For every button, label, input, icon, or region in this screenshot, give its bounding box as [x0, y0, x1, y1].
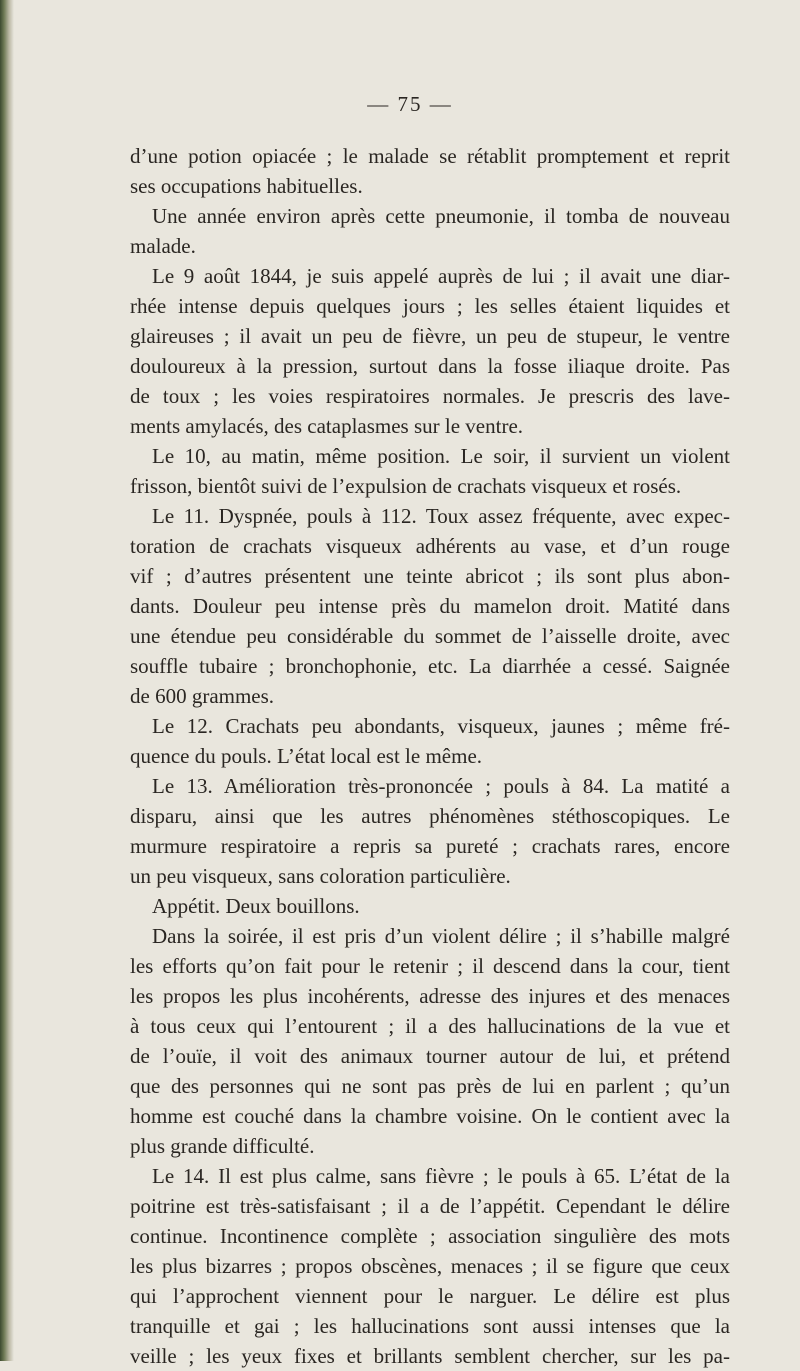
- text-line: homme est couché dans la chambre voisine. On le contient avec la: [130, 1104, 730, 1128]
- text-line: disparu, ainsi que les autres phénomènes stéthoscopiques. Le: [130, 804, 730, 828]
- text-line: d’une potion opiacée ; le malade se rétablit promptement et reprit: [130, 144, 730, 168]
- text-line: souffle tubaire ; bronchophonie, etc. La diarrhée a cessé. Saignée: [130, 654, 730, 678]
- text-line: Le 13. Amélioration très-prononcée ; pouls à 84. La matité a: [152, 774, 730, 798]
- text-line: Le 11. Dyspnée, pouls à 112. Toux assez fréquente, avec expec-: [152, 504, 730, 528]
- text-line: qui l’approchent viennent pour le narguer. Le délire est plus: [130, 1284, 730, 1308]
- text-line: veille ; les yeux fixes et brillants semblent chercher, sur les pa-: [130, 1344, 730, 1368]
- text-line: frisson, bientôt suivi de l’expulsion de crachats visqueux et rosés.: [130, 474, 682, 498]
- page-number: — 75 —: [367, 92, 453, 116]
- text-line: murmure respiratoire a repris sa pureté ; crachats rares, encore: [130, 834, 730, 858]
- text-line: une étendue peu considérable du sommet de l’aisselle droite, avec: [130, 624, 730, 648]
- text-line: Le 14. Il est plus calme, sans fièvre ; le pouls à 65. L’état de la: [152, 1164, 730, 1188]
- text-line: Dans la soirée, il est pris d’un violent délire ; il s’habille malgré: [152, 924, 730, 948]
- text-line: Une année environ après cette pneumonie, il tomba de nouveau: [152, 204, 730, 228]
- text-line: continue. Incontinence complète ; association singulière des mots: [130, 1224, 730, 1248]
- text-line: rhée intense depuis quelques jours ; les selles étaient liquides et: [130, 294, 730, 318]
- text-line: les efforts qu’on fait pour le retenir ; il descend dans la cour, tient: [130, 954, 730, 978]
- text-line: quence du pouls. L’état local est le même.: [130, 744, 483, 768]
- text-line: un peu visqueux, sans coloration particulière.: [130, 864, 511, 888]
- text-line: glaireuses ; il avait un peu de fièvre, un peu de stupeur, le ventre: [130, 324, 730, 348]
- text-line: les plus bizarres ; propos obscènes, menaces ; il se figure que ceux: [130, 1254, 730, 1278]
- text-line: Le 12. Crachats peu abondants, visqueux, jaunes ; même fré-: [152, 714, 730, 738]
- text-line: de 600 grammes.: [130, 684, 275, 708]
- text-line: ses occupations habituelles.: [130, 174, 363, 198]
- text-line: Le 9 août 1844, je suis appelé auprès de lui ; il avait une diar-: [152, 264, 730, 288]
- page-binding-edge: [0, 0, 14, 1361]
- text-line: ments amylacés, des cataplasmes sur le ventre.: [130, 414, 524, 438]
- text-line: dants. Douleur peu intense près du mamelon droit. Matité dans: [130, 594, 730, 618]
- text-line: tranquille et gai ; les hallucinations sont aussi intenses que la: [130, 1314, 730, 1338]
- text-line: que des personnes qui ne sont pas près de lui en parlent ; qu’un: [130, 1074, 730, 1098]
- text-line: malade.: [130, 234, 196, 258]
- text-line: de toux ; les voies respiratoires normales. Je prescris des lave-: [130, 384, 730, 408]
- text-line: les propos les plus incohérents, adresse des injures et des menaces: [130, 984, 730, 1008]
- text-line: poitrine est très-satisfaisant ; il a de l’appétit. Cependant le délire: [130, 1194, 730, 1218]
- text-line: douloureux à la pression, surtout dans la fosse iliaque droite. Pas: [130, 354, 730, 378]
- text-line: plus grande difficulté.: [130, 1134, 315, 1158]
- text-line: vif ; d’autres présentent une teinte abricot ; ils sont plus abon-: [130, 564, 730, 588]
- text-line: à tous ceux qui l’entourent ; il a des hallucinations de la vue et: [130, 1014, 730, 1038]
- text-line: toration de crachats visqueux adhérents au vase, et d’un rouge: [130, 534, 730, 558]
- text-line: de l’ouïe, il voit des animaux tourner autour de lui, et prétend: [130, 1044, 730, 1068]
- text-line: Appétit. Deux bouillons.: [152, 894, 360, 918]
- text-line: Le 10, au matin, même position. Le soir, il survient un violent: [152, 444, 730, 468]
- body-text: [130, 141, 730, 1371]
